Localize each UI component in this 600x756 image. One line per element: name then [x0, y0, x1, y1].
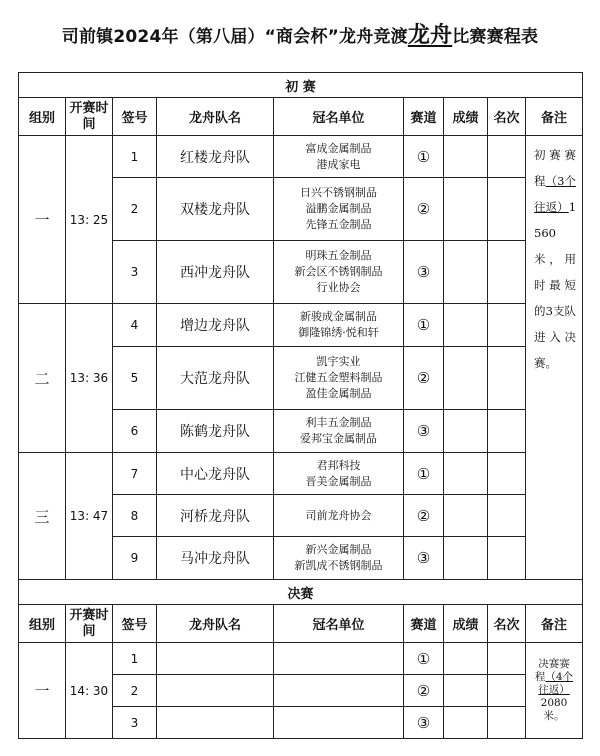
draw-number: 2: [113, 178, 157, 241]
note-text: 初赛赛程: [534, 148, 577, 188]
sponsor-cell: [274, 643, 404, 675]
document-title: [0, 18, 600, 49]
team-name: 红楼龙舟队: [157, 136, 274, 178]
team-name: [157, 675, 274, 707]
header-note: 备注: [526, 605, 583, 643]
lane-marker: ①: [404, 304, 444, 347]
header-team: 龙舟队名: [157, 98, 274, 136]
lane-marker: ③: [404, 410, 444, 453]
lane-marker: ③: [404, 241, 444, 304]
group-label: 一: [19, 136, 66, 304]
note-distance-text: （4个往返）: [538, 671, 574, 696]
sponsor-cell: [274, 178, 404, 241]
team-name: 双楼龙舟队: [157, 178, 274, 241]
team-name: 河桥龙舟队: [157, 495, 274, 537]
sponsor-name: 新会区不锈钢制品: [294, 265, 383, 278]
result-cell: [444, 178, 488, 241]
result-cell: [444, 495, 488, 537]
team-name: 马冲龙舟队: [157, 537, 274, 580]
sponsor-name: 晋美金属制品: [305, 474, 372, 488]
group-label: 一: [19, 643, 66, 739]
final-section-label: 决赛: [19, 580, 583, 605]
header-sponsor: 冠名单位: [274, 605, 404, 643]
team-name: 增边龙舟队: [157, 304, 274, 347]
group-label: 三: [19, 453, 66, 580]
sponsor-name: 爱邦宝金属制品: [300, 432, 377, 445]
sponsor-name: 先锋五金制品: [305, 218, 372, 231]
sponsor-cell: [274, 707, 404, 739]
sponsor-name: 君邦科技: [316, 458, 361, 472]
rank-cell: [488, 241, 526, 304]
note-cell: [526, 643, 583, 739]
sponsor-cell: [274, 537, 404, 580]
start-time: 14: 30: [66, 643, 113, 739]
lane-marker: ②: [404, 495, 444, 537]
sponsor-name: 溢鹏金属制品: [305, 202, 372, 215]
team-name: [157, 643, 274, 675]
draw-number: 1: [113, 643, 157, 675]
team-name: 大范龙舟队: [157, 347, 274, 410]
result-cell: [444, 675, 488, 707]
sponsor-cell: [274, 136, 404, 178]
preliminary-section-row: [19, 73, 583, 98]
draw-number: 9: [113, 537, 157, 580]
sponsor-name: 行业协会: [316, 281, 361, 294]
draw-number: 5: [113, 347, 157, 410]
header-result: 成绩: [444, 98, 488, 136]
lane-marker: ②: [404, 675, 444, 707]
start-time: 13: 25: [66, 136, 113, 304]
header-group: 组别: [19, 605, 66, 643]
sponsor-cell: [274, 241, 404, 304]
lane-marker: ③: [404, 707, 444, 739]
rank-cell: [488, 643, 526, 675]
note-text: 决赛赛程: [534, 658, 570, 683]
lane-marker: ①: [404, 453, 444, 495]
title-suffix: 比赛赛程表: [452, 27, 539, 47]
header-start-time: 开赛时间: [66, 605, 113, 643]
table-row: [19, 304, 583, 347]
sponsor-name: 盈佳金属制品: [305, 387, 372, 400]
header-lane: 赛道: [404, 98, 444, 136]
lane-marker: ②: [404, 178, 444, 241]
table-row: [19, 136, 583, 178]
rank-cell: [488, 495, 526, 537]
draw-number: 8: [113, 495, 157, 537]
result-cell: [444, 707, 488, 739]
result-cell: [444, 347, 488, 410]
sponsor-name: 新凯成不锈钢制品: [294, 559, 383, 572]
sponsor-name: 御隆锦绣·悦和轩: [298, 326, 379, 339]
draw-number: 3: [113, 241, 157, 304]
sponsor-cell: [274, 675, 404, 707]
header-number: 签号: [113, 98, 157, 136]
sponsor-name: 明珠五金制品: [305, 249, 372, 262]
rank-cell: [488, 178, 526, 241]
note-distance-text: （3个往返）: [534, 174, 577, 214]
sponsor-name: 富成金属制品: [305, 141, 372, 155]
sponsor-cell: [274, 453, 404, 495]
schedule-body: [19, 73, 583, 739]
sponsor-name: 港成家电: [316, 157, 361, 171]
team-name: 西冲龙舟队: [157, 241, 274, 304]
rank-cell: [488, 136, 526, 178]
team-name: 陈鹤龙舟队: [157, 410, 274, 453]
start-time: 13: 36: [66, 304, 113, 453]
result-cell: [444, 304, 488, 347]
result-cell: [444, 453, 488, 495]
sponsor-name: 江健五金塑料制品: [294, 371, 383, 384]
rank-cell: [488, 707, 526, 739]
column-header-row: [19, 605, 583, 643]
result-cell: [444, 410, 488, 453]
team-name: 中心龙舟队: [157, 453, 274, 495]
draw-number: 6: [113, 410, 157, 453]
note-cell: [526, 136, 583, 580]
note-text: 1560米，用时最短的3支队进入决赛。: [534, 200, 577, 370]
draw-number: 4: [113, 304, 157, 347]
title-emphasis: 龙舟: [407, 23, 453, 48]
title-prefix: 司前镇2024年（第八届）“商会杯”龙舟竞渡: [61, 27, 408, 47]
sponsor-name: 新骏成金属制品: [300, 310, 377, 323]
column-header-row: [19, 98, 583, 136]
table-row: [19, 643, 583, 675]
lane-marker: ②: [404, 347, 444, 410]
sponsor-name: 利丰五金制品: [305, 416, 372, 429]
rank-cell: [488, 304, 526, 347]
rank-cell: [488, 675, 526, 707]
draw-number: 7: [113, 453, 157, 495]
draw-number: 2: [113, 675, 157, 707]
sponsor-name: 日兴不锈钢制品: [300, 186, 377, 199]
lane-marker: ①: [404, 136, 444, 178]
rank-cell: [488, 347, 526, 410]
sponsor-name: 司前龙舟协会: [305, 508, 372, 522]
header-lane: 赛道: [404, 605, 444, 643]
lane-marker: ①: [404, 643, 444, 675]
final-section-row: [19, 580, 583, 605]
rank-cell: [488, 537, 526, 580]
header-rank: 名次: [488, 98, 526, 136]
sponsor-cell: [274, 347, 404, 410]
sponsor-cell: [274, 304, 404, 347]
sponsor-name: 新兴金属制品: [305, 543, 372, 556]
draw-number: 1: [113, 136, 157, 178]
header-sponsor: 冠名单位: [274, 98, 404, 136]
sponsor-name: 凯宇实业: [316, 355, 361, 368]
header-rank: 名次: [488, 605, 526, 643]
header-group: 组别: [19, 98, 66, 136]
sponsor-cell: [274, 495, 404, 537]
result-cell: [444, 643, 488, 675]
start-time: 13: 47: [66, 453, 113, 580]
result-cell: [444, 537, 488, 580]
team-name: [157, 707, 274, 739]
draw-number: 3: [113, 707, 157, 739]
rank-cell: [488, 410, 526, 453]
schedule-table: [18, 72, 583, 739]
header-team: 龙舟队名: [157, 605, 274, 643]
rank-cell: [488, 453, 526, 495]
note-text: 2080米。: [540, 697, 568, 722]
header-number: 签号: [113, 605, 157, 643]
result-cell: [444, 241, 488, 304]
result-cell: [444, 136, 488, 178]
preliminary-section-label: 初 赛: [19, 73, 583, 98]
lane-marker: ③: [404, 537, 444, 580]
table-row: [19, 453, 583, 495]
header-result: 成绩: [444, 605, 488, 643]
header-start-time: 开赛时间: [66, 98, 113, 136]
header-note: 备注: [526, 98, 583, 136]
group-label: 二: [19, 304, 66, 453]
sponsor-cell: [274, 410, 404, 453]
